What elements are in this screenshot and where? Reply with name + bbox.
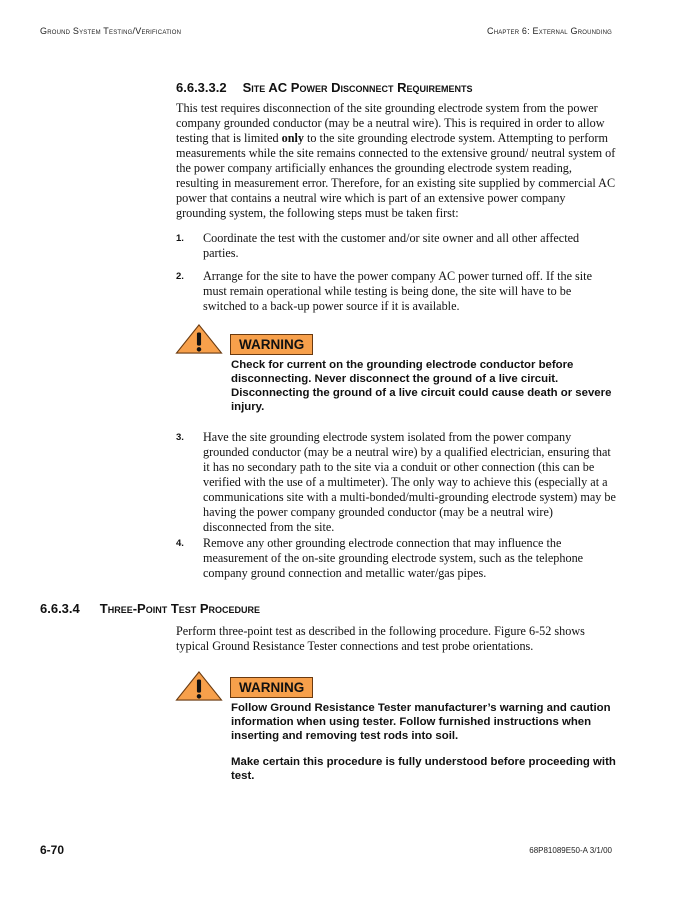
list-text: Coordinate the test with the customer and/or site owner and all other affected parties.: [203, 231, 580, 260]
page-number: 6-70: [40, 843, 65, 857]
intro-text-end: to the site grounding electrode system. Attempting to perform measurements while the site remains connected to the extensive ground/ neutral system of the power company artificially enhances the grounding electrode system reading, resulting in measurement error. Therefore, for an existing site supplied by commercial AC power that contains a neutral wire which is part of an extensive power company grounding system, the following steps must be taken first:: [176, 131, 616, 220]
section-number: 6.6.3.3.2: [176, 80, 227, 95]
section-title: Site AC Power Disconnect Requirements: [242, 80, 473, 95]
list-text: Remove any other grounding electrode connection that may influence the measurement of the on-site grounding electrode system, such as the telephone company ground connection and metallic water/gas pipes.: [203, 536, 584, 580]
list-text: Have the site grounding electrode system isolated from the power company grounded conductor (may be a neutral wire) by a qualified electrician, ensuring that it has no secondary path to the site via a conduit or other connection (this can be verified with the use of a multimeter). The only way to achieve this (especially at a communications site with a multi-bonded/multi-grounding electrode system) may be having the power company grounded conductor (may be a neutral wire) disconnected from the site.: [203, 430, 616, 534]
running-header-left: Ground System Testing/Verification: [40, 26, 182, 36]
procedure-paragraph: Perform three-point test as described in the following procedure. Figure 6-52 shows typical Ground Resistance Tester connections and test probe orientations.: [176, 624, 585, 653]
list-item-2: [176, 269, 616, 314]
list-number: 4.: [176, 538, 184, 549]
section-number: 6.6.3.4: [40, 601, 80, 616]
list-item-1: [176, 231, 616, 261]
document-id: 68P81089E50-A 3/1/00: [529, 846, 612, 855]
warning-text: Check for current on the grounding electrode conductor before disconnecting. Never disconnect the ground of a live circuit. Disconnecting the ground of a live circuit could cause death or severe injury.: [231, 359, 612, 413]
list-text: Arrange for the site to have the power company AC power turned off. If the site must remain operational while testing is being done, the site will have to be switched to a back-up power source if it is available.: [203, 269, 592, 313]
warning-triangle-icon: [174, 671, 224, 701]
running-header-right: Chapter 6: External Grounding: [487, 26, 612, 36]
list-number: 3.: [176, 432, 184, 443]
warning-triangle-icon: [174, 324, 224, 354]
section-heading-three-point-test: [40, 601, 260, 616]
list-number: 1.: [176, 233, 184, 244]
warning-label: WARNING: [230, 334, 313, 355]
list-item-3: [176, 430, 616, 535]
section-heading-site-ac-power: [176, 80, 472, 95]
warning-text-1: Follow Ground Resistance Tester manufacturer’s warning and caution information when using tester. Follow furnished instructions when inserting and removing test rods into soil.: [231, 702, 611, 742]
intro-text-start: This test requires disconnection of the site grounding electrode system from the power company grounded conductor (may be a neutral wire). This is required in order to allow testing that is limited: [176, 101, 605, 145]
warning-text-2: Make certain this procedure is fully understood before proceeding with test.: [231, 756, 616, 782]
list-item-4: [176, 536, 616, 581]
list-number: 2.: [176, 271, 184, 282]
intro-text-emphasis: only: [281, 131, 304, 145]
intro-paragraph: [176, 101, 616, 221]
section-title: Three-Point Test Procedure: [99, 601, 261, 616]
warning-label: WARNING: [230, 677, 313, 698]
